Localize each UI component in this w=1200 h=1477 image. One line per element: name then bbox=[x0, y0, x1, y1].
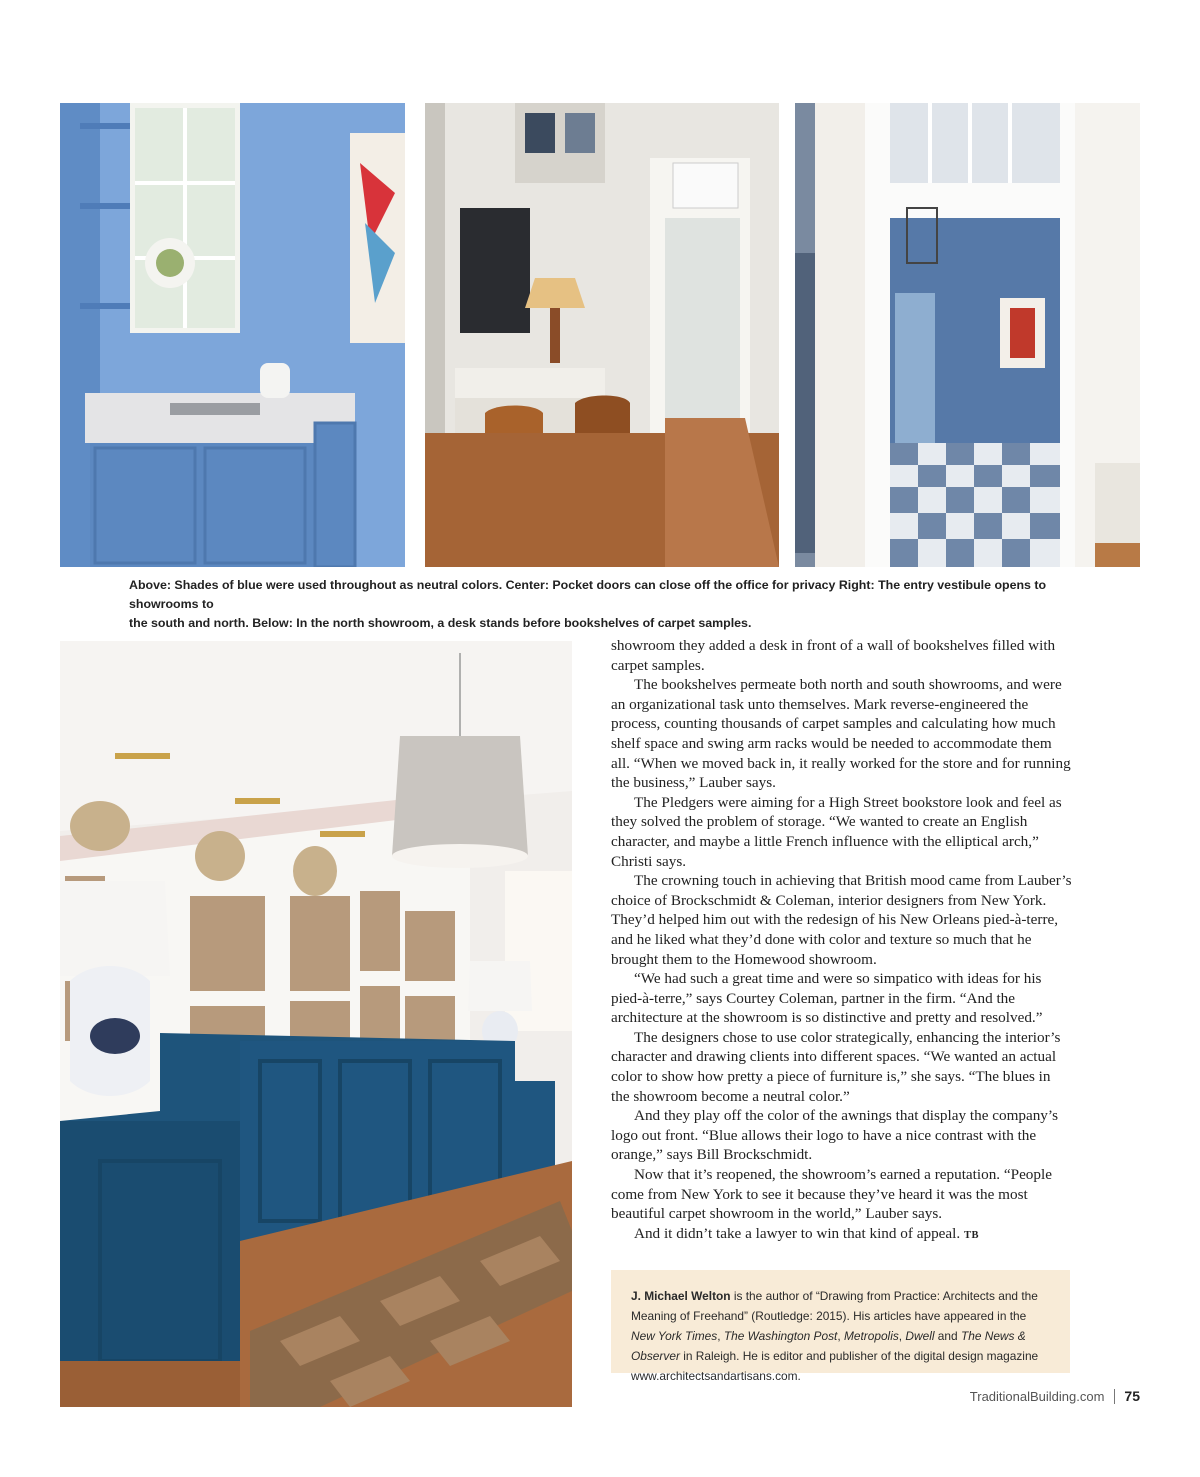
author-bio-box bbox=[611, 1270, 1070, 1383]
bio-text: and bbox=[934, 1329, 961, 1343]
publication: Dwell bbox=[905, 1329, 935, 1343]
bio-line-3: New York Times, The Washington Post, Metropolis, Dwell and The News & bbox=[631, 1329, 1026, 1343]
bio-line-4 bbox=[631, 1346, 1050, 1366]
footer-divider bbox=[1114, 1389, 1115, 1404]
bio-line-1 bbox=[631, 1286, 1050, 1306]
bio-line-2: Meaning of Freehand” (Routledge: 2015). His articles have appeared in the bbox=[631, 1309, 1027, 1323]
page-number: 75 bbox=[1124, 1388, 1140, 1404]
article-paragraph: “We had such a great time and were so simpatico with ideas for his pied-à-terre,” says Courtey Coleman, partner in the firm. “And the architecture at the showroom is so distinctive and pretty and resolved.” bbox=[611, 970, 1043, 1027]
article-paragraph: The crowning touch in achieving that British mood came from Lauber’s choice of Brockschmidt & Coleman, interior designers from New York. They’d helped him out with the redesign of his New Orleans pied-à-terre, and he liked what they’d done with color and texture so much that he brought them to the Homewood showroom. bbox=[611, 872, 1072, 968]
kitchen-photo bbox=[60, 103, 405, 567]
end-mark: TB bbox=[963, 1229, 979, 1241]
publication: The Washington Post bbox=[723, 1329, 838, 1343]
bio-text: is the author of “Drawing from Practice: Architects and the bbox=[730, 1289, 1038, 1303]
site-name: TraditionalBuilding.com bbox=[969, 1388, 1105, 1404]
caption-line-2: the south and north. Below: In the north showroom, a desk stands before bookshelves of carpet samples. bbox=[129, 616, 752, 630]
showroom-photo bbox=[60, 641, 572, 1407]
article-body bbox=[611, 636, 1072, 1245]
publication: New York Times bbox=[631, 1329, 718, 1343]
article-paragraph: Now that it’s reopened, the showroom’s earned a reputation. “People come from New York to see it because they’ve heard it was the most beautiful carpet showroom in the world,” Lauber says. bbox=[611, 1166, 1052, 1223]
page-footer bbox=[970, 1388, 1140, 1404]
author-name: J. Michael Welton bbox=[631, 1289, 731, 1303]
publication: The News & bbox=[960, 1329, 1026, 1343]
bio-text: in Raleigh. He is editor and publisher of the digital design magazine bbox=[679, 1349, 1039, 1363]
article-paragraph: The bookshelves permeate both north and south showrooms, and were an organizational task unto themselves. Mark reverse-engineered the process, counting thousands of carpet samples and calculating how much shelf space and swing arm racks would be needed to accommodate them all. “When we moved back in, it really worked for the store and for running the business,” Lauber says. bbox=[611, 676, 1071, 792]
publication: Observer bbox=[631, 1349, 680, 1363]
article-paragraph: The Pledgers were aiming for a High Street bookstore look and feel as they solved the problem of storage. “We wanted to create an English character, and maybe a little French influence with the elliptical arch,” Christi says. bbox=[611, 793, 1062, 870]
office-photo bbox=[425, 103, 779, 567]
article-paragraph-text: And it didn’t take a lawyer to win that kind of appeal. bbox=[634, 1224, 961, 1242]
article-paragraph: showroom they added a desk in front of a wall of bookshelves filled with carpet samples. bbox=[611, 637, 1056, 674]
photo-caption bbox=[129, 576, 1069, 633]
caption-line-1: Above: Shades of blue were used throughout as neutral colors. Center: Pocket doors can close off the office for privacy Right: The entry vestibule opens to showrooms to bbox=[129, 578, 1047, 611]
article-paragraph: The designers chose to use color strategically, enhancing the interior’s character and drawing clients into different spaces. “We wanted an actual color to show how pretty a piece of furniture is,” she says. “The blues in the showroom become a neutral color.” bbox=[611, 1028, 1061, 1105]
article-last-paragraph bbox=[611, 1224, 1072, 1246]
bio-url: www.architectsandartisans.com. bbox=[631, 1369, 801, 1383]
publication: Metropolis bbox=[843, 1329, 899, 1343]
article-paragraph: And they play off the color of the awnings that display the company’s logo out front. “Blue allows their logo to have a nice contrast with the orange,” says Bill Brockschmidt. bbox=[611, 1107, 1059, 1164]
vestibule-photo bbox=[795, 103, 1140, 567]
